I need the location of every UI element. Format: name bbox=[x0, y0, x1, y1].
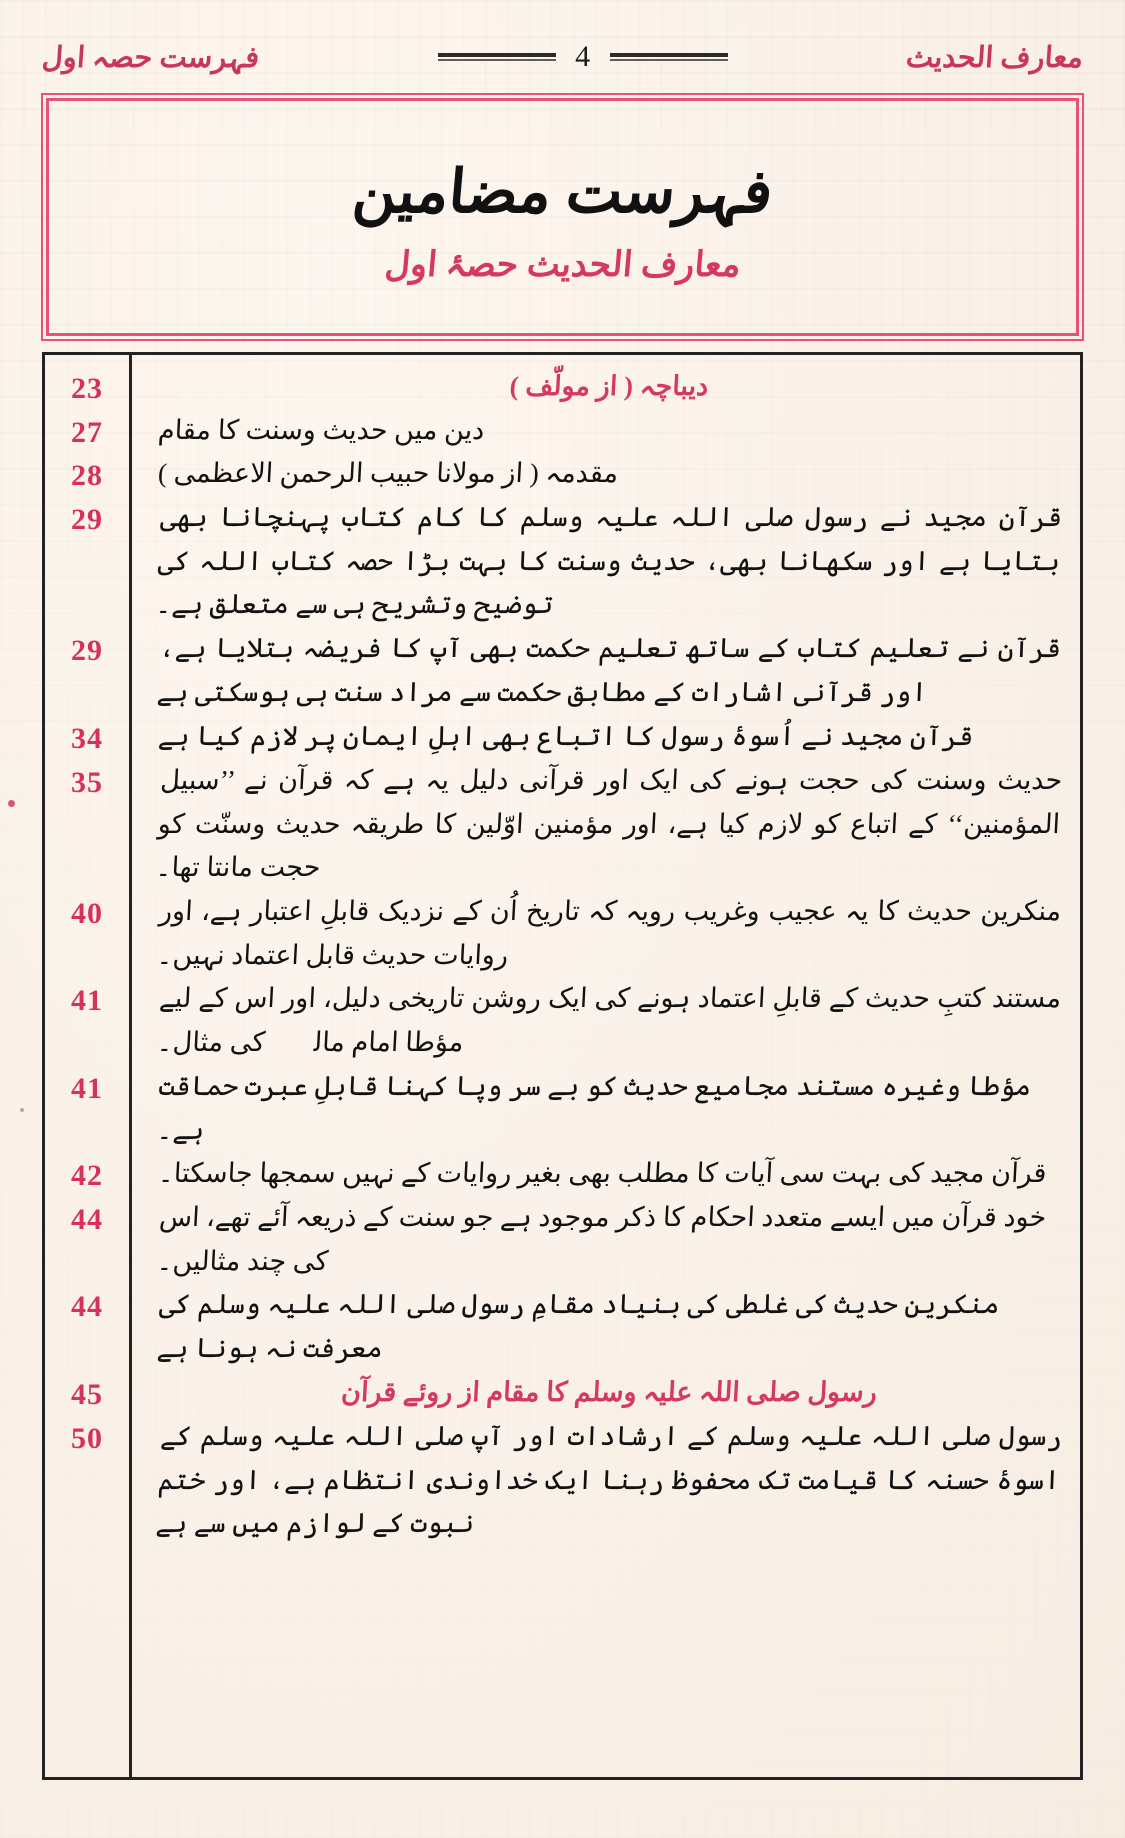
toc-entry-title: قرآن نے تعلیم کتاب کے ساتھ تعلیم حکمت بھی آپ کا فریضہ بتلایا ہے، اور قرآنی اشارات کے مطابق حکمت سے مراد سنت ہی ہوسکتی ہے bbox=[156, 633, 1062, 708]
toc-page-row[interactable] bbox=[45, 890, 129, 977]
header-section-label: فہرست حصہ اول bbox=[40, 41, 261, 74]
toc-page-number: 40 bbox=[71, 896, 103, 930]
toc-page-number: 45 bbox=[71, 1377, 103, 1411]
toc-entry-row[interactable] bbox=[154, 715, 1064, 759]
toc-page-number: 34 bbox=[71, 721, 103, 755]
toc-page-number: 23 bbox=[71, 372, 103, 405]
toc-entry-row[interactable] bbox=[154, 409, 1064, 453]
toc-entry-title: قرآن مجید کی بہت سی آیات کا مطلب بھی بغیر روایات کے نہیں سمجھا جاسکتا۔ bbox=[157, 1158, 1048, 1189]
toc-page-row[interactable] bbox=[45, 1371, 129, 1415]
toc-page-row[interactable] bbox=[45, 1152, 129, 1196]
margin-speck bbox=[20, 1108, 24, 1112]
toc-page-row[interactable] bbox=[45, 715, 129, 759]
margin-ink-dot bbox=[8, 800, 15, 807]
toc-entry-title: مؤطا وغیرہ مستند مجامیع حدیث کو بے سر وپا کہنا قابلِ عبرت حماقت ہے۔ bbox=[156, 1070, 1032, 1145]
toc-page-number: 27 bbox=[71, 415, 103, 449]
header-book-title: معارف الحدیث bbox=[904, 41, 1085, 74]
toc-entry-title: منکرین حدیث کا یہ عجیب وغریب رویہ کہ تاریخ اُن کے نزدیک قابلِ اعتبار ہے، اور روایات حدیث قابل اعتماد نہیں۔ bbox=[156, 895, 1062, 970]
toc-entry-title: دیباچہ ( از مولّف ) bbox=[508, 371, 710, 401]
toc-entry-title: حدیث وسنت کی حجت ہونے کی ایک اور قرآنی دلیل یہ ہے کہ قرآن نے ’’سبیل المؤمنین‘‘ کے اتباع کو لازم کیا ہے، اور مؤمنین اوّلین کا طریقہ حدیث وسنّت کو حجت مانتا تھا۔ bbox=[154, 764, 1064, 883]
table-of-contents bbox=[42, 352, 1083, 1780]
toc-page-number: 50 bbox=[71, 1421, 103, 1455]
header-page-number-group bbox=[438, 40, 728, 74]
title-panel bbox=[46, 98, 1079, 336]
toc-entry-column bbox=[129, 355, 1080, 1777]
toc-page-row[interactable] bbox=[45, 1283, 129, 1370]
toc-page-row[interactable] bbox=[45, 496, 129, 627]
toc-page-number-column bbox=[45, 355, 129, 1777]
toc-entry-row[interactable] bbox=[154, 759, 1064, 890]
toc-entry-row[interactable] bbox=[154, 1283, 1064, 1370]
toc-entry-row[interactable] bbox=[154, 977, 1064, 1064]
header-page-number: 4 bbox=[575, 40, 591, 73]
header-rule-left bbox=[438, 53, 556, 61]
toc-entry-title: رسول صلی اللہ علیہ وسلم کے ارشادات اور آپ صلی اللہ علیہ وسلم کے اسوۂ حسنہ کا قیامت تک محفوظ رہنا ایک خداوندی انتظام ہے، اور ختم نبوت کے لوازم میں سے ہے bbox=[154, 1420, 1064, 1539]
running-header bbox=[42, 26, 1083, 88]
page-title: فہرست مضامین bbox=[349, 159, 776, 225]
toc-entry-row[interactable] bbox=[154, 365, 1064, 409]
toc-entry-title: مقدمہ ( از مولانا حبیب الرحمن الاعظمی ) bbox=[157, 458, 619, 489]
toc-page-number: 35 bbox=[71, 765, 103, 799]
header-rule-right bbox=[610, 53, 728, 61]
toc-page-row[interactable] bbox=[45, 452, 129, 496]
toc-page-row[interactable] bbox=[45, 1196, 129, 1283]
toc-entry-row[interactable] bbox=[154, 1415, 1064, 1546]
page-subtitle: معارف الحدیث حصۂ اول bbox=[382, 245, 743, 284]
toc-page-number: 44 bbox=[71, 1202, 103, 1236]
toc-page-row[interactable] bbox=[45, 365, 129, 409]
toc-entry-title: رسول صلی اللہ علیہ وسلم کا مقام از روئے قرآن bbox=[340, 1376, 878, 1407]
toc-entry-row[interactable] bbox=[154, 1196, 1064, 1283]
toc-page-row[interactable] bbox=[45, 977, 129, 1064]
toc-entry-title: قرآن مجید نے اُسوۂ رسول کا اتباع بھی اہلِ ایمان پر لازم کیا ہے bbox=[157, 720, 975, 751]
toc-entry-row[interactable] bbox=[154, 496, 1064, 627]
toc-page-number: 29 bbox=[71, 634, 103, 668]
toc-page-number: 28 bbox=[71, 459, 103, 493]
toc-entry-row[interactable] bbox=[154, 1371, 1064, 1415]
toc-entry-title: خود قرآن میں ایسے متعدد احکام کا ذکر موجود ہے جو سنت کے ذریعہ آئے تھے، اس کی چند مثالیں۔ bbox=[156, 1201, 1048, 1276]
toc-page-row[interactable] bbox=[45, 409, 129, 453]
toc-page-row[interactable] bbox=[45, 1065, 129, 1152]
toc-entry-title: دین میں حدیث وسنت کا مقام bbox=[157, 414, 486, 445]
toc-page-number: 44 bbox=[71, 1290, 103, 1324]
toc-entry-row[interactable] bbox=[154, 890, 1064, 977]
toc-page-number: 42 bbox=[71, 1159, 103, 1193]
toc-page-number: 29 bbox=[71, 503, 103, 537]
toc-entry-title: منکرین حدیث کی غلطی کی بنیاد مقامِ رسول صلی اللہ علیہ وسلم کی معرفت نہ ہونا ہے bbox=[156, 1289, 1001, 1364]
toc-entry-row[interactable] bbox=[154, 627, 1064, 714]
toc-entry-row[interactable] bbox=[154, 452, 1064, 496]
toc-page-row[interactable] bbox=[45, 1415, 129, 1546]
toc-page-number: 41 bbox=[71, 984, 103, 1018]
toc-entry-row[interactable] bbox=[154, 1065, 1064, 1152]
toc-page-row[interactable] bbox=[45, 627, 129, 714]
toc-page-row[interactable] bbox=[45, 759, 129, 890]
toc-entry-row[interactable] bbox=[154, 1152, 1064, 1196]
toc-page-number: 41 bbox=[71, 1071, 103, 1105]
toc-entry-title: مستند کتبِ حدیث کے قابلِ اعتماد ہونے کی ایک روشن تاریخی دلیل، اور اس کے لیے مؤطا امام مالکؒ کی مثال۔ bbox=[156, 983, 1062, 1058]
toc-entry-title: قرآن مجید نے رسول صلی اللہ علیہ وسلم کا کام کتاب پہنچانا بھی بتایا ہے اور سکھانا بھی، حدیث وسنت کا بہت بڑا حصہ کتاب اللہ کی توضیح وتشریح ہی سے متعلق ہے۔ bbox=[154, 502, 1064, 620]
